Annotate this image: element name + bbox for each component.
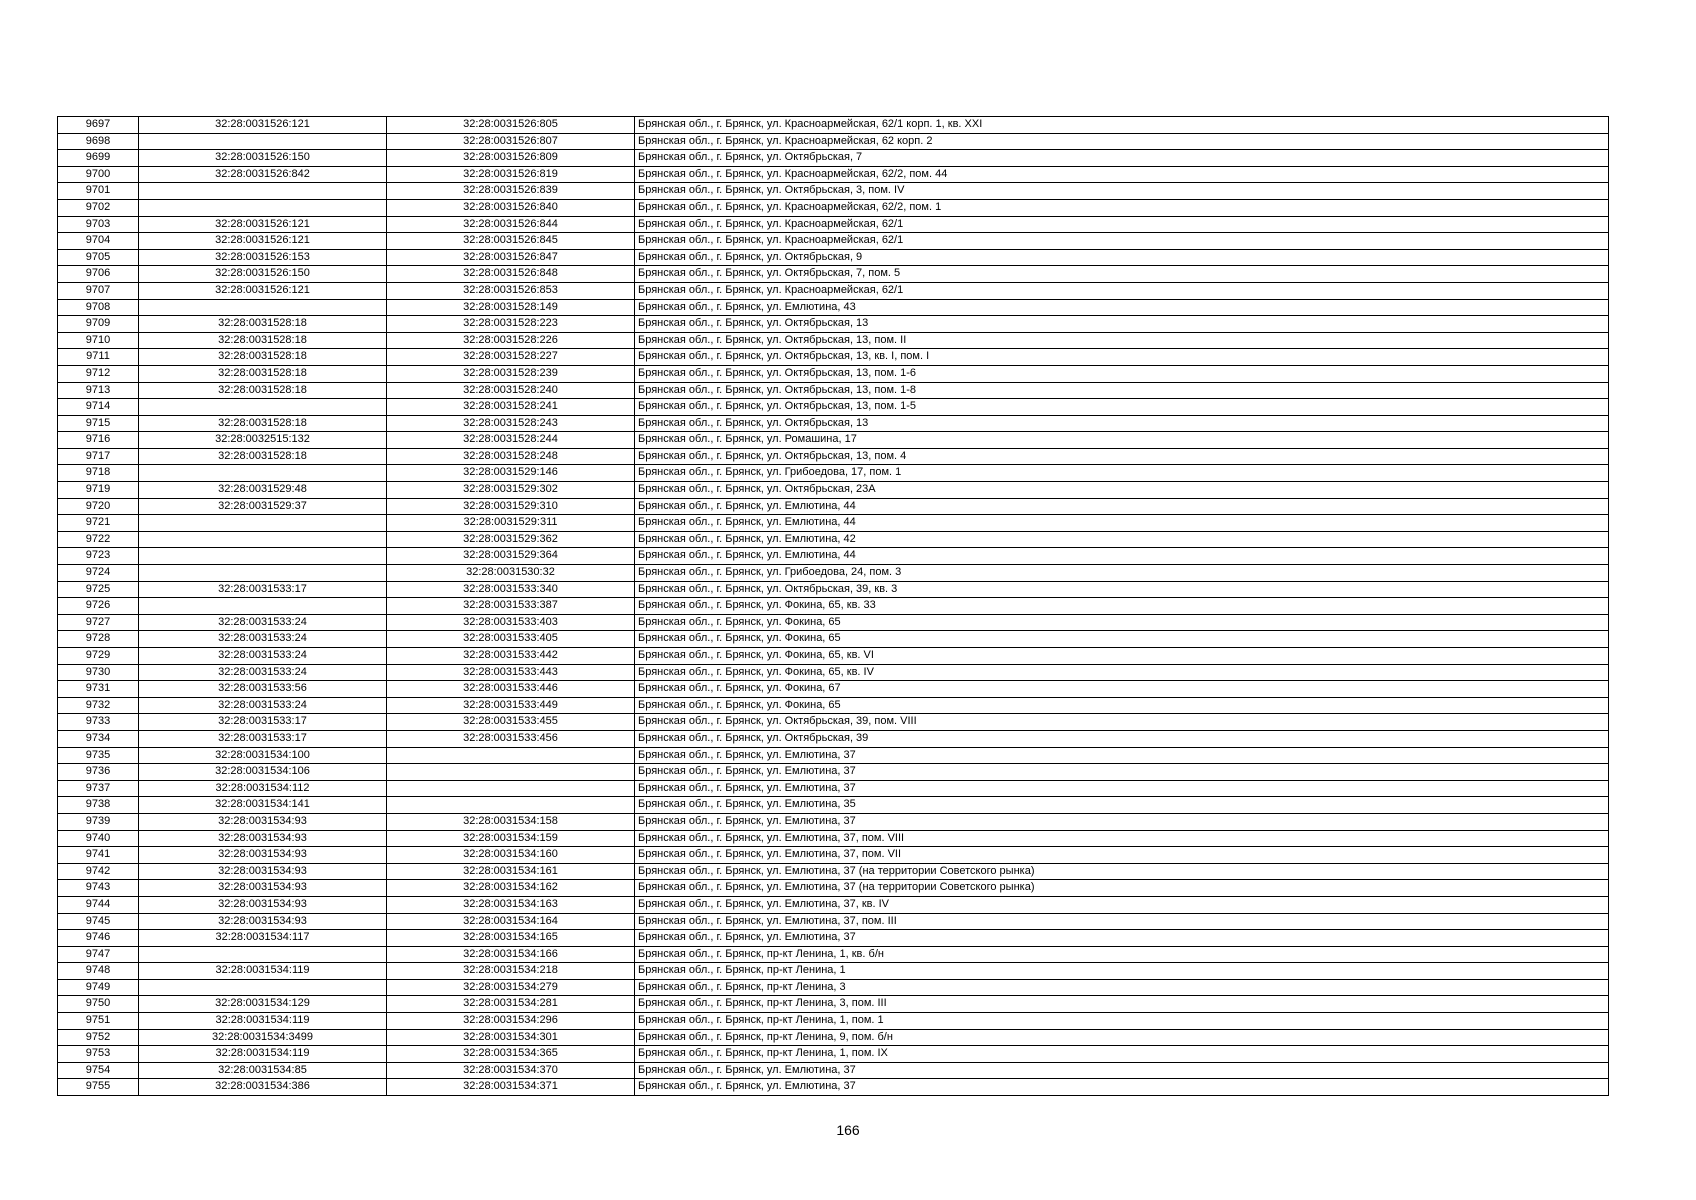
table-row [58,1013,1609,1030]
address-cell: Брянская обл., г. Брянск, ул. Емлютина, 37 [635,1079,1609,1096]
table-row [58,664,1609,681]
parent-cadastral-number-cell: 32:28:0031528:18 [139,365,387,382]
parent-cadastral-number-cell: 32:28:0031526:121 [139,216,387,233]
address-cell: Брянская обл., г. Брянск, ул. Октябрьская, 7, пом. 5 [635,266,1609,283]
cadastral-number-cell [387,747,635,764]
row-number-cell: 9736 [58,764,139,781]
address-cell: Брянская обл., г. Брянск, ул. Грибоедова, 17, пом. 1 [635,465,1609,482]
parent-cadastral-number-cell: 32:28:0031528:18 [139,382,387,399]
table-row [58,1046,1609,1063]
cadastral-number-cell: 32:28:0031528:244 [387,432,635,449]
parent-cadastral-number-cell: 32:28:0031534:129 [139,996,387,1013]
cadastral-number-cell: 32:28:0031534:279 [387,979,635,996]
parent-cadastral-number-cell [139,548,387,565]
cadastral-number-cell: 32:28:0031534:160 [387,847,635,864]
parent-cadastral-number-cell [139,565,387,582]
address-cell: Брянская обл., г. Брянск, ул. Октябрьская, 3, пом. IV [635,183,1609,200]
row-number-cell: 9717 [58,448,139,465]
cadastral-number-cell: 32:28:0031526:847 [387,249,635,266]
table-row [58,465,1609,482]
address-cell: Брянская обл., г. Брянск, пр-кт Ленина, 3, пом. III [635,996,1609,1013]
row-number-cell: 9711 [58,349,139,366]
table-row [58,780,1609,797]
address-cell: Брянская обл., г. Брянск, пр-кт Ленина, 3 [635,979,1609,996]
parent-cadastral-number-cell: 32:28:0031526:150 [139,150,387,167]
cadastral-number-cell: 32:28:0031534:365 [387,1046,635,1063]
cadastral-number-cell: 32:28:0031534:164 [387,913,635,930]
table-row [58,399,1609,416]
parent-cadastral-number-cell [139,946,387,963]
address-cell: Брянская обл., г. Брянск, ул. Емлютина, 44 [635,498,1609,515]
row-number-cell: 9727 [58,614,139,631]
row-number-cell: 9742 [58,863,139,880]
cadastral-number-cell: 32:28:0031526:807 [387,133,635,150]
parent-cadastral-number-cell: 32:28:0031533:24 [139,631,387,648]
row-number-cell: 9740 [58,830,139,847]
parent-cadastral-number-cell: 32:28:0031534:93 [139,813,387,830]
address-cell: Брянская обл., г. Брянск, ул. Октябрьская, 7 [635,150,1609,167]
cadastral-number-cell [387,797,635,814]
table-row [58,830,1609,847]
table-row [58,316,1609,333]
table-row [58,813,1609,830]
parent-cadastral-number-cell: 32:28:0031528:18 [139,448,387,465]
cadastral-number-cell: 32:28:0031533:443 [387,664,635,681]
table-row [58,382,1609,399]
table-row [58,432,1609,449]
parent-cadastral-number-cell: 32:28:0031533:24 [139,697,387,714]
address-cell: Брянская обл., г. Брянск, ул. Октябрьская, 13, кв. I, пом. I [635,349,1609,366]
cadastral-number-cell [387,764,635,781]
row-number-cell: 9724 [58,565,139,582]
address-cell: Брянская обл., г. Брянск, ул. Емлютина, 44 [635,515,1609,532]
table-row [58,249,1609,266]
address-cell: Брянская обл., г. Брянск, ул. Октябрьская, 13, пом. 1-6 [635,365,1609,382]
cadastral-number-cell: 32:28:0031529:302 [387,482,635,499]
table-row [58,581,1609,598]
address-cell: Брянская обл., г. Брянск, ул. Октябрьская, 13, пом. II [635,332,1609,349]
parent-cadastral-number-cell: 32:28:0031533:56 [139,681,387,698]
address-cell: Брянская обл., г. Брянск, ул. Октябрьская, 13, пом. 4 [635,448,1609,465]
row-number-cell: 9700 [58,166,139,183]
row-number-cell: 9725 [58,581,139,598]
cadastral-number-cell: 32:28:0031528:227 [387,349,635,366]
cadastral-number-cell: 32:28:0031526:853 [387,282,635,299]
row-number-cell: 9713 [58,382,139,399]
table-row [58,963,1609,980]
table-row [58,531,1609,548]
row-number-cell: 9744 [58,896,139,913]
address-cell: Брянская обл., г. Брянск, ул. Октябрьская, 23А [635,482,1609,499]
address-cell: Брянская обл., г. Брянск, ул. Красноармейская, 62/1 корп. 1, кв. XXI [635,117,1609,134]
cadastral-number-cell: 32:28:0031526:848 [387,266,635,283]
address-cell: Брянская обл., г. Брянск, ул. Ромашина, 17 [635,432,1609,449]
address-cell: Брянская обл., г. Брянск, ул. Емлютина, 37, пом. III [635,913,1609,930]
parent-cadastral-number-cell: 32:28:0031533:17 [139,581,387,598]
parent-cadastral-number-cell: 32:28:0031534:119 [139,1013,387,1030]
cadastral-number-cell: 32:28:0031533:446 [387,681,635,698]
row-number-cell: 9749 [58,979,139,996]
table-row [58,133,1609,150]
parent-cadastral-number-cell: 32:28:0031534:112 [139,780,387,797]
address-cell: Брянская обл., г. Брянск, ул. Емлютина, 37 [635,764,1609,781]
table-row [58,697,1609,714]
cadastral-number-cell: 32:28:0031533:456 [387,730,635,747]
parent-cadastral-number-cell [139,183,387,200]
table-row [58,764,1609,781]
row-number-cell: 9751 [58,1013,139,1030]
address-cell: Брянская обл., г. Брянск, ул. Красноармейская, 62/2, пом. 44 [635,166,1609,183]
row-number-cell: 9734 [58,730,139,747]
address-cell: Брянская обл., г. Брянск, ул. Октябрьская, 13 [635,415,1609,432]
row-number-cell: 9752 [58,1029,139,1046]
parent-cadastral-number-cell: 32:28:0031533:24 [139,648,387,665]
cadastral-number-cell: 32:28:0031534:159 [387,830,635,847]
parent-cadastral-number-cell: 32:28:0031526:842 [139,166,387,183]
parent-cadastral-number-cell: 32:28:0031528:18 [139,349,387,366]
cadastral-number-cell: 32:28:0031533:442 [387,648,635,665]
cadastral-number-cell: 32:28:0031533:449 [387,697,635,714]
table-body [58,117,1609,1096]
address-cell: Брянская обл., г. Брянск, ул. Емлютина, 37, пом. VII [635,847,1609,864]
cadastral-number-cell: 32:28:0031534:158 [387,813,635,830]
cadastral-number-cell: 32:28:0031528:149 [387,299,635,316]
table-row [58,847,1609,864]
parent-cadastral-number-cell: 32:28:0031534:106 [139,764,387,781]
cadastral-number-cell: 32:28:0031529:311 [387,515,635,532]
row-number-cell: 9755 [58,1079,139,1096]
table-row [58,797,1609,814]
row-number-cell: 9719 [58,482,139,499]
parent-cadastral-number-cell [139,979,387,996]
address-cell: Брянская обл., г. Брянск, ул. Емлютина, 37 [635,747,1609,764]
table-row [58,979,1609,996]
table-row [58,183,1609,200]
row-number-cell: 9748 [58,963,139,980]
table-row [58,863,1609,880]
table-row [58,946,1609,963]
row-number-cell: 9701 [58,183,139,200]
cadastral-number-cell: 32:28:0031528:226 [387,332,635,349]
address-cell: Брянская обл., г. Брянск, ул. Октябрьская, 13 [635,316,1609,333]
cadastral-number-cell: 32:28:0031528:223 [387,316,635,333]
cadastral-number-cell [387,780,635,797]
table-row [58,266,1609,283]
parent-cadastral-number-cell: 32:28:0031528:18 [139,316,387,333]
address-cell: Брянская обл., г. Брянск, пр-кт Ленина, 1, пом. 1 [635,1013,1609,1030]
cadastral-number-cell: 32:28:0031534:165 [387,930,635,947]
address-cell: Брянская обл., г. Брянск, ул. Емлютина, 37 [635,780,1609,797]
address-cell: Брянская обл., г. Брянск, ул. Емлютина, 37 [635,1062,1609,1079]
address-cell: Брянская обл., г. Брянск, ул. Фокина, 65, кв. 33 [635,598,1609,615]
cadastral-number-cell: 32:28:0031529:364 [387,548,635,565]
parent-cadastral-number-cell [139,399,387,416]
row-number-cell: 9754 [58,1062,139,1079]
cadastral-number-cell: 32:28:0031534:370 [387,1062,635,1079]
parent-cadastral-number-cell [139,299,387,316]
row-number-cell: 9697 [58,117,139,134]
address-cell: Брянская обл., г. Брянск, ул. Октябрьская, 13, пом. 1-8 [635,382,1609,399]
address-cell: Брянская обл., г. Брянск, пр-кт Ленина, 1, кв. б/н [635,946,1609,963]
parent-cadastral-number-cell [139,133,387,150]
cadastral-number-cell: 32:28:0031529:146 [387,465,635,482]
table-row [58,1029,1609,1046]
parent-cadastral-number-cell: 32:28:0031534:3499 [139,1029,387,1046]
cadastral-number-cell: 32:28:0031530:32 [387,565,635,582]
table-row [58,930,1609,947]
row-number-cell: 9746 [58,930,139,947]
address-cell: Брянская обл., г. Брянск, ул. Фокина, 65 [635,614,1609,631]
row-number-cell: 9729 [58,648,139,665]
parent-cadastral-number-cell: 32:28:0031533:24 [139,614,387,631]
parent-cadastral-number-cell [139,199,387,216]
parent-cadastral-number-cell [139,531,387,548]
table-row [58,1079,1609,1096]
address-cell: Брянская обл., г. Брянск, ул. Грибоедова, 24, пом. 3 [635,565,1609,582]
parent-cadastral-number-cell: 32:28:0031534:85 [139,1062,387,1079]
table-row [58,648,1609,665]
address-cell: Брянская обл., г. Брянск, ул. Октябрьская, 39, пом. VIII [635,714,1609,731]
table-row [58,199,1609,216]
table-row [58,681,1609,698]
row-number-cell: 9728 [58,631,139,648]
row-number-cell: 9708 [58,299,139,316]
address-cell: Брянская обл., г. Брянск, ул. Фокина, 65 [635,631,1609,648]
address-cell: Брянская обл., г. Брянск, ул. Емлютина, 37 (на территории Советского рынка) [635,863,1609,880]
cadastral-number-cell: 32:28:0031526:845 [387,233,635,250]
table-row [58,1062,1609,1079]
cadastral-number-cell: 32:28:0031534:163 [387,896,635,913]
table-row [58,415,1609,432]
cadastral-registry-table [57,116,1609,1096]
parent-cadastral-number-cell: 32:28:0031534:93 [139,847,387,864]
row-number-cell: 9706 [58,266,139,283]
table-row [58,515,1609,532]
cadastral-number-cell: 32:28:0031526:839 [387,183,635,200]
parent-cadastral-number-cell: 32:28:0031533:24 [139,664,387,681]
table-row [58,714,1609,731]
address-cell: Брянская обл., г. Брянск, ул. Емлютина, 37, пом. VIII [635,830,1609,847]
address-cell: Брянская обл., г. Брянск, ул. Емлютина, 42 [635,531,1609,548]
parent-cadastral-number-cell: 32:28:0032515:132 [139,432,387,449]
table-row [58,166,1609,183]
table-row [58,614,1609,631]
table-row [58,730,1609,747]
row-number-cell: 9715 [58,415,139,432]
address-cell: Брянская обл., г. Брянск, ул. Красноармейская, 62/1 [635,282,1609,299]
row-number-cell: 9714 [58,399,139,416]
table-row [58,598,1609,615]
address-cell: Брянская обл., г. Брянск, ул. Красноармейская, 62/2, пом. 1 [635,199,1609,216]
parent-cadastral-number-cell: 32:28:0031529:37 [139,498,387,515]
parent-cadastral-number-cell: 32:28:0031534:119 [139,963,387,980]
parent-cadastral-number-cell: 32:28:0031534:119 [139,1046,387,1063]
row-number-cell: 9705 [58,249,139,266]
address-cell: Брянская обл., г. Брянск, ул. Емлютина, 37 [635,930,1609,947]
cadastral-number-cell: 32:28:0031533:387 [387,598,635,615]
row-number-cell: 9738 [58,797,139,814]
row-number-cell: 9722 [58,531,139,548]
cadastral-number-cell: 32:28:0031533:340 [387,581,635,598]
row-number-cell: 9703 [58,216,139,233]
row-number-cell: 9720 [58,498,139,515]
table-row [58,880,1609,897]
table-row [58,498,1609,515]
cadastral-number-cell: 32:28:0031533:403 [387,614,635,631]
parent-cadastral-number-cell: 32:28:0031534:93 [139,880,387,897]
row-number-cell: 9704 [58,233,139,250]
parent-cadastral-number-cell: 32:28:0031533:17 [139,730,387,747]
cadastral-number-cell: 32:28:0031533:405 [387,631,635,648]
table-row [58,631,1609,648]
table-row [58,896,1609,913]
address-cell: Брянская обл., г. Брянск, ул. Емлютина, 37 (на территории Советского рынка) [635,880,1609,897]
cadastral-number-cell: 32:28:0031528:243 [387,415,635,432]
address-cell: Брянская обл., г. Брянск, ул. Емлютина, 44 [635,548,1609,565]
table-row [58,996,1609,1013]
parent-cadastral-number-cell: 32:28:0031526:150 [139,266,387,283]
row-number-cell: 9712 [58,365,139,382]
row-number-cell: 9710 [58,332,139,349]
table-row [58,150,1609,167]
table-row [58,913,1609,930]
cadastral-number-cell: 32:28:0031528:240 [387,382,635,399]
address-cell: Брянская обл., г. Брянск, ул. Емлютина, 37 [635,813,1609,830]
cadastral-number-cell: 32:28:0031526:809 [387,150,635,167]
page-number: 166 [836,1122,860,1138]
cadastral-number-cell: 32:28:0031529:362 [387,531,635,548]
parent-cadastral-number-cell: 32:28:0031534:100 [139,747,387,764]
cadastral-number-cell: 32:28:0031526:819 [387,166,635,183]
cadastral-number-cell: 32:28:0031528:248 [387,448,635,465]
row-number-cell: 9698 [58,133,139,150]
address-cell: Брянская обл., г. Брянск, ул. Октябрьская, 9 [635,249,1609,266]
parent-cadastral-number-cell [139,515,387,532]
address-cell: Брянская обл., г. Брянск, ул. Емлютина, 37, кв. IV [635,896,1609,913]
parent-cadastral-number-cell: 32:28:0031534:117 [139,930,387,947]
table-row [58,365,1609,382]
parent-cadastral-number-cell: 32:28:0031534:93 [139,896,387,913]
cadastral-number-cell: 32:28:0031534:281 [387,996,635,1013]
row-number-cell: 9699 [58,150,139,167]
parent-cadastral-number-cell [139,465,387,482]
row-number-cell: 9702 [58,199,139,216]
parent-cadastral-number-cell: 32:28:0031526:121 [139,233,387,250]
cadastral-number-cell: 32:28:0031534:166 [387,946,635,963]
row-number-cell: 9743 [58,880,139,897]
row-number-cell: 9750 [58,996,139,1013]
row-number-cell: 9739 [58,813,139,830]
address-cell: Брянская обл., г. Брянск, ул. Октябрьская, 39 [635,730,1609,747]
row-number-cell: 9723 [58,548,139,565]
table-row [58,282,1609,299]
address-cell: Брянская обл., г. Брянск, ул. Емлютина, 43 [635,299,1609,316]
cadastral-number-cell: 32:28:0031526:805 [387,117,635,134]
row-number-cell: 9733 [58,714,139,731]
row-number-cell: 9726 [58,598,139,615]
parent-cadastral-number-cell: 32:28:0031534:141 [139,797,387,814]
row-number-cell: 9732 [58,697,139,714]
parent-cadastral-number-cell: 32:28:0031534:93 [139,830,387,847]
cadastral-number-cell: 32:28:0031534:218 [387,963,635,980]
cadastral-number-cell: 32:28:0031534:301 [387,1029,635,1046]
address-cell: Брянская обл., г. Брянск, пр-кт Ленина, 9, пом. б/н [635,1029,1609,1046]
row-number-cell: 9730 [58,664,139,681]
row-number-cell: 9707 [58,282,139,299]
table-row [58,349,1609,366]
parent-cadastral-number-cell: 32:28:0031528:18 [139,415,387,432]
parent-cadastral-number-cell: 32:28:0031526:153 [139,249,387,266]
address-cell: Брянская обл., г. Брянск, ул. Красноармейская, 62/1 [635,216,1609,233]
parent-cadastral-number-cell: 32:28:0031534:386 [139,1079,387,1096]
cadastral-number-cell: 32:28:0031528:239 [387,365,635,382]
cadastral-number-cell: 32:28:0031534:371 [387,1079,635,1096]
address-cell: Брянская обл., г. Брянск, ул. Красноармейская, 62 корп. 2 [635,133,1609,150]
address-cell: Брянская обл., г. Брянск, ул. Емлютина, 35 [635,797,1609,814]
cadastral-number-cell: 32:28:0031526:844 [387,216,635,233]
table-row [58,482,1609,499]
row-number-cell: 9737 [58,780,139,797]
address-cell: Брянская обл., г. Брянск, пр-кт Ленина, 1 [635,963,1609,980]
cadastral-number-cell: 32:28:0031528:241 [387,399,635,416]
address-cell: Брянская обл., г. Брянск, ул. Фокина, 65, кв. VI [635,648,1609,665]
table-row [58,332,1609,349]
address-cell: Брянская обл., г. Брянск, ул. Фокина, 65, кв. IV [635,664,1609,681]
row-number-cell: 9741 [58,847,139,864]
row-number-cell: 9731 [58,681,139,698]
table-row [58,548,1609,565]
table-row [58,233,1609,250]
parent-cadastral-number-cell: 32:28:0031533:17 [139,714,387,731]
row-number-cell: 9735 [58,747,139,764]
table-row [58,216,1609,233]
row-number-cell: 9721 [58,515,139,532]
cadastral-number-cell: 32:28:0031534:161 [387,863,635,880]
table-row [58,565,1609,582]
row-number-cell: 9718 [58,465,139,482]
row-number-cell: 9745 [58,913,139,930]
parent-cadastral-number-cell: 32:28:0031529:48 [139,482,387,499]
cadastral-number-cell: 32:28:0031526:840 [387,199,635,216]
address-cell: Брянская обл., г. Брянск, ул. Октябрьская, 13, пом. 1-5 [635,399,1609,416]
cadastral-number-cell: 32:28:0031529:310 [387,498,635,515]
parent-cadastral-number-cell [139,598,387,615]
row-number-cell: 9753 [58,1046,139,1063]
address-cell: Брянская обл., г. Брянск, пр-кт Ленина, 1, пом. IX [635,1046,1609,1063]
table-row [58,448,1609,465]
row-number-cell: 9709 [58,316,139,333]
cadastral-number-cell: 32:28:0031534:162 [387,880,635,897]
row-number-cell: 9716 [58,432,139,449]
row-number-cell: 9747 [58,946,139,963]
parent-cadastral-number-cell: 32:28:0031526:121 [139,282,387,299]
parent-cadastral-number-cell: 32:28:0031534:93 [139,913,387,930]
table-row [58,299,1609,316]
parent-cadastral-number-cell: 32:28:0031526:121 [139,117,387,134]
address-cell: Брянская обл., г. Брянск, ул. Фокина, 65 [635,697,1609,714]
address-cell: Брянская обл., г. Брянск, ул. Октябрьская, 39, кв. 3 [635,581,1609,598]
cadastral-number-cell: 32:28:0031533:455 [387,714,635,731]
parent-cadastral-number-cell: 32:28:0031528:18 [139,332,387,349]
parent-cadastral-number-cell: 32:28:0031534:93 [139,863,387,880]
address-cell: Брянская обл., г. Брянск, ул. Красноармейская, 62/1 [635,233,1609,250]
table-row [58,747,1609,764]
address-cell: Брянская обл., г. Брянск, ул. Фокина, 67 [635,681,1609,698]
cadastral-number-cell: 32:28:0031534:296 [387,1013,635,1030]
table-row [58,117,1609,134]
